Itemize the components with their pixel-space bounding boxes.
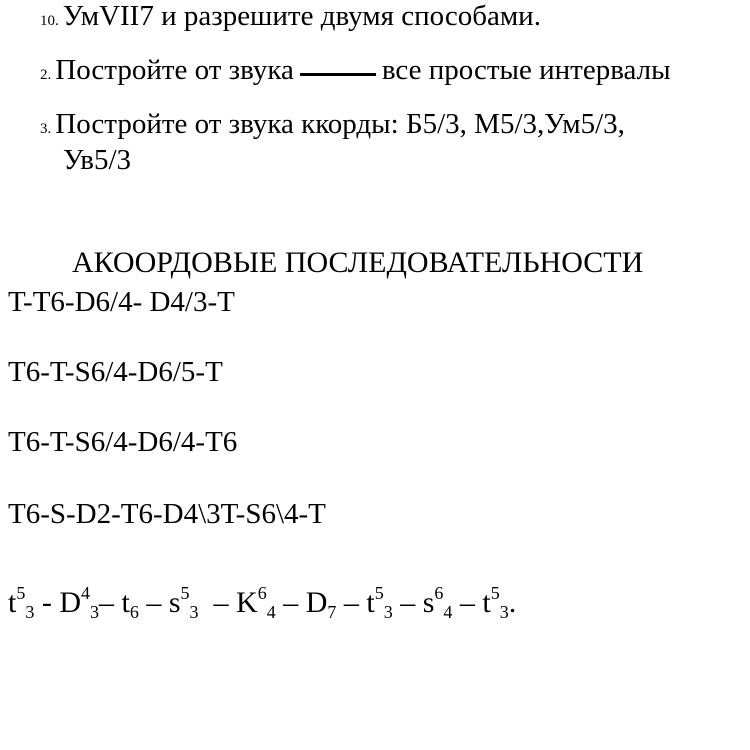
chord-sequence-3: T6-T-S6/4-D6/4-T6 [8,426,238,458]
separator: – [336,586,367,619]
task-number: 2. [40,67,52,83]
separator: – [392,586,423,619]
formula-end: . [508,586,517,619]
separator: – [198,586,237,619]
answer-blank [300,73,376,76]
task-10-line [40,2,541,31]
task-text: УмVII7 и разрешите двумя способами. [62,0,541,32]
chord-t53: $t^5_3$ [366,582,393,623]
task-text: Постройте от звука ккорды: Б5/3, М5/3,Ум5/3, [55,108,625,140]
chord-d7: $D_7$ [305,586,337,623]
chord-k64: $K^6_4$ [236,582,276,623]
separator: – [99,586,122,619]
task-text-continued: Ув5/3 [63,144,132,176]
separator: - [34,586,60,619]
task-number: 10. [40,13,59,29]
chord-t6: $t_6$ [121,586,139,623]
chord-t53: $t^5_3$ [482,582,509,623]
harmonic-formula [8,582,517,623]
chord-sequence-2: T6-T-S6/4-D6/5-T [8,356,223,388]
separator: – [275,586,306,619]
task-text-continued: все простые интервалы [381,54,671,86]
separator: – [452,586,483,619]
section-heading: АКООРДОВЫЕ ПОСЛЕДОВАТЕЛЬНОСТИ [72,246,644,279]
chord-sequence-4: T6-S-D2-T6-D4\3T-S6\4-T [8,498,326,530]
chord-sequence-1: T-T6-D6/4- D4/3-T [8,286,235,318]
chord-s64: $s^6_4$ [422,582,453,623]
task-text: Постройте от звука [55,54,294,86]
task-3-line-2 [63,146,131,175]
task-number: 3. [40,121,52,137]
chord-t53: $t^5_3$ [8,582,35,623]
task-3-line [40,110,625,139]
chord-d43: $D^4_3$ [59,582,100,623]
chord-s53: $s^5_3$ [168,582,199,623]
separator: – [138,586,169,619]
task-2-line [40,56,671,85]
